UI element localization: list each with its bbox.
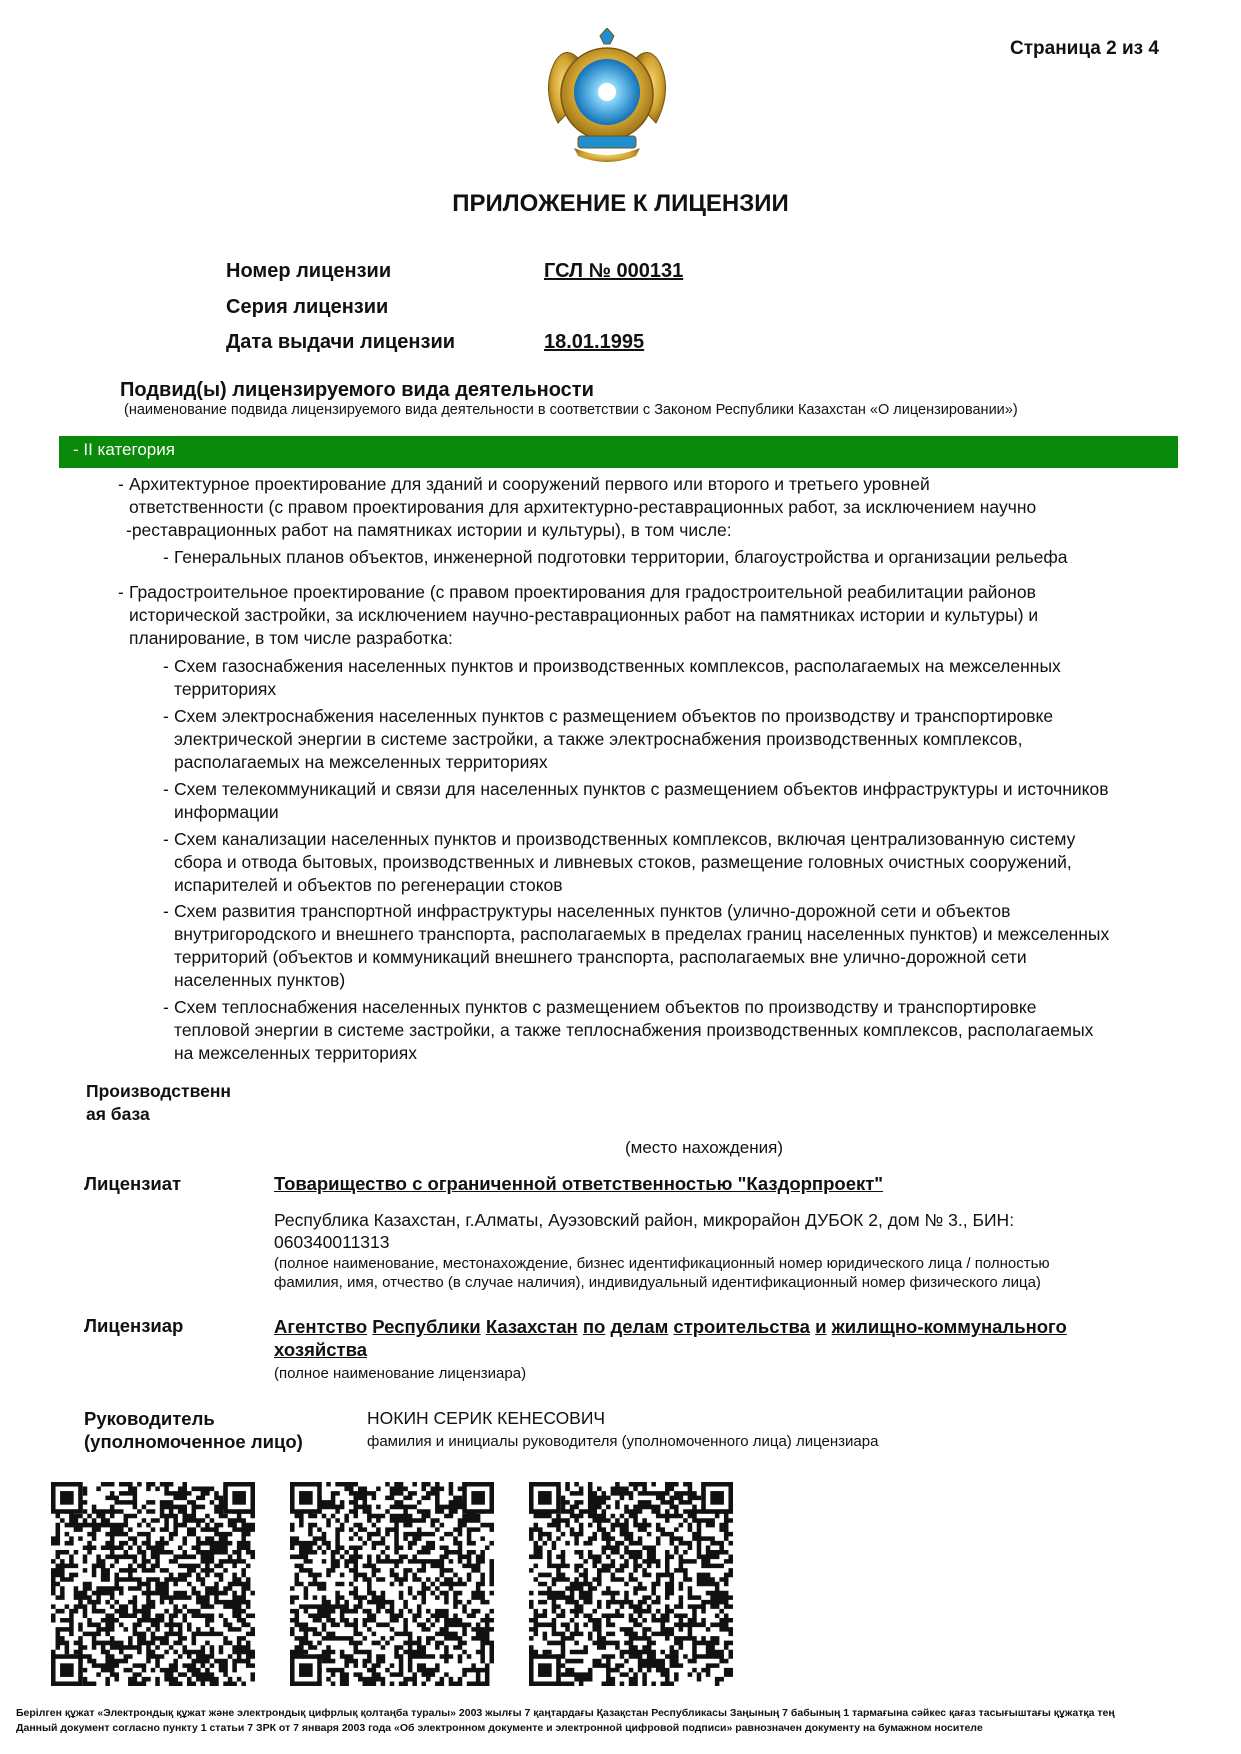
- list-dash: -: [163, 901, 169, 921]
- state-emblem-icon: [538, 28, 676, 162]
- list-dash: -: [163, 997, 169, 1017]
- location-note: (место нахождения): [625, 1138, 783, 1157]
- document-title: ПРИЛОЖЕНИЕ К ЛИЦЕНЗИИ: [452, 190, 789, 217]
- category-label: - II категория: [73, 440, 175, 459]
- subitem-line: территориях: [174, 679, 277, 699]
- licensee-note-line: (полное наименование, местонахождение, бизнес идентификационный номер юридического лица / полностью: [274, 1255, 1050, 1272]
- licensee-note-line: фамилия, имя, отчество (в случае наличия), индивидуальный идентификационный номер физического лица): [274, 1274, 1041, 1291]
- subitem-line: тепловой энергии в системе застройки, а также теплоснабжения производственных комплексов, располагаемых: [174, 1020, 1094, 1040]
- list-dash: -: [163, 656, 169, 676]
- subitem-line: внутригородского и внешнего транспорта, располагаемых в пределах границ населенных пунктов) и межселенных: [174, 924, 1110, 944]
- licensee-address-line: Республика Казахстан, г.Алматы, Ауэзовский район, микрорайон ДУБОК 2, дом № 3., БИН:: [274, 1210, 1015, 1230]
- activity-line: Архитектурное проектирование для зданий и сооружений первого или второго и третьего уровней: [129, 474, 930, 494]
- licensor-label: Лицензиар: [84, 1315, 184, 1336]
- footer-line: Данный документ согласно пункту 1 статьи 7 ЗРК от 7 января 2003 года «Об электронном документе и электронной цифровой подписи» равнозначен документу на бумажном носителе: [16, 1722, 983, 1734]
- license-date-value: 18.01.1995: [544, 331, 645, 353]
- activity-subitem: [163, 778, 1109, 824]
- subitem-line: Схем канализации населенных пунктов и производственных комплексов, включая централизованную систему: [174, 829, 1076, 849]
- category-bar: [59, 436, 1178, 468]
- activity-subitem: [163, 546, 1068, 569]
- head-note: фамилия и инициалы руководителя (уполномоченного лица) лицензиара: [367, 1433, 879, 1450]
- licensor-word: строительства: [673, 1316, 810, 1337]
- subitem-line: информации: [174, 802, 279, 822]
- head-label: [84, 1407, 303, 1453]
- qr-code-icon: [51, 1482, 255, 1686]
- licensor-name-line: [274, 1338, 1154, 1361]
- subtype-note: (наименование подвида лицензируемого вида деятельности в соответствии с Законом Республики Казахстан «О лицензировании»): [124, 402, 1018, 418]
- subitem-line: территорий (объектов и коммуникаций внешнего транспорта, располагаемых вне улично-дорожной сети: [174, 947, 1027, 967]
- list-dash: -: [118, 582, 124, 602]
- activity-item: [118, 581, 1039, 650]
- licensor-name-line: [274, 1315, 1154, 1338]
- head-label-line: Руководитель: [84, 1408, 215, 1429]
- list-dash: -: [163, 779, 169, 799]
- subitem-line: Схем газоснабжения населенных пунктов и производственных комплексов, располагаемых на межселенных: [174, 656, 1061, 676]
- production-base-label-line: ая база: [86, 1104, 150, 1124]
- head-name: НОКИН СЕРИК КЕНЕСОВИЧ: [367, 1408, 606, 1428]
- list-dash: -: [163, 547, 169, 567]
- production-base-label: [86, 1080, 256, 1126]
- licensee-name: Товарищество с ограниченной ответственностью "Каздорпроект": [274, 1173, 884, 1194]
- licensee-address: [274, 1209, 1014, 1253]
- license-series-label: Серия лицензии: [226, 296, 389, 318]
- subitem-line: располагаемых на межселенных территориях: [174, 752, 548, 772]
- list-dash: -: [118, 474, 124, 494]
- list-dash: -: [163, 706, 169, 726]
- subitem-line: Схем развития транспортной инфраструктуры населенных пунктов (улично-дорожной сети и объектов: [174, 901, 1011, 921]
- activity-line: планирование, в том числе разработка:: [129, 628, 453, 648]
- licensor-word: Республики: [372, 1316, 481, 1337]
- production-base-label-line: Производственн: [86, 1081, 231, 1101]
- subitem-line: Генеральных планов объектов, инженерной подготовки территории, благоустройства и организации рельефа: [174, 547, 1068, 567]
- subitem-line: Схем теплоснабжения населенных пунктов с размещением объектов по производству и транспортировке: [174, 997, 1037, 1017]
- legal-footer: [16, 1706, 1115, 1736]
- licensor-word: по: [582, 1316, 606, 1337]
- activity-line: Градостроительное проектирование (с правом проектирования для градостроительной реабилитации районов: [129, 582, 1036, 602]
- activity-line: -реставрационных работ на памятниках истории и культуры), в том числе:: [126, 520, 732, 540]
- activity-subitem: [163, 705, 1054, 774]
- subitem-line: сбора и отвода бытовых, производственных и ливневых стоков, размещение головных очистных сооружений,: [174, 852, 1072, 872]
- subitem-line: Схем телекоммуникаций и связи для населенных пунктов с размещением объектов инфраструктуры и источников: [174, 779, 1109, 799]
- activity-item: [118, 473, 1037, 542]
- list-dash: -: [163, 829, 169, 849]
- license-date-label: Дата выдачи лицензии: [226, 331, 456, 353]
- licensee-note: [274, 1254, 1050, 1292]
- licensor-word: хозяйства: [274, 1339, 368, 1360]
- subitem-line: электрической энергии в системе застройки, а также электроснабжения производственных комплексов,: [174, 729, 1023, 749]
- licensor-word: и: [815, 1316, 827, 1337]
- activity-line: исторической застройки, за исключением научно-реставрационных работ на памятниках истории и культуры) и: [129, 605, 1039, 625]
- activity-line: ответственности (с правом проектирования для архитектурно-реставрационных работ, за исключением научно: [129, 497, 1037, 517]
- subitem-line: Схем электроснабжения населенных пунктов с размещением объектов по производству и транспортировке: [174, 706, 1054, 726]
- licensor-word: Агентство: [274, 1316, 368, 1337]
- subitem-line: испарителей и объектов по регенерации стоков: [174, 875, 563, 895]
- head-label-line: (уполномоченное лицо): [84, 1431, 303, 1452]
- qr-code-icon: [529, 1482, 733, 1686]
- licensee-address-line: 060340011313: [274, 1232, 390, 1252]
- licensor-name: [274, 1315, 1154, 1361]
- activity-subitem: [163, 996, 1094, 1065]
- licensor-word: жилищно-коммунального: [831, 1316, 1067, 1337]
- licensor-word: Казахстан: [485, 1316, 578, 1337]
- licensee-label: Лицензиат: [84, 1173, 182, 1194]
- subtype-heading: Подвид(ы) лицензируемого вида деятельности: [120, 379, 594, 401]
- page-number: Страница 2 из 4: [1010, 38, 1159, 59]
- licensor-word: делам: [610, 1316, 669, 1337]
- activity-subitem: [163, 900, 1110, 992]
- subitem-line: на межселенных территориях: [174, 1043, 417, 1063]
- qr-code-icon: [290, 1482, 494, 1686]
- subitem-line: населенных пунктов): [174, 970, 346, 990]
- activity-subitem: [163, 655, 1061, 701]
- license-number-label: Номер лицензии: [226, 260, 392, 282]
- footer-line: Берілген құжат «Электрондық құжат және электрондық цифрлық қолтаңба туралы» 2003 жылғы 7 қаңтардағы Қазақстан Республикасы Заңының 7 бабының 1 тармағына сәйкес қағаз тасығыштағы құжатқа тең: [16, 1707, 1115, 1719]
- licensor-note: (полное наименование лицензиара): [274, 1365, 527, 1382]
- license-number-value: ГСЛ № 000131: [544, 260, 684, 282]
- activity-subitem: [163, 828, 1076, 897]
